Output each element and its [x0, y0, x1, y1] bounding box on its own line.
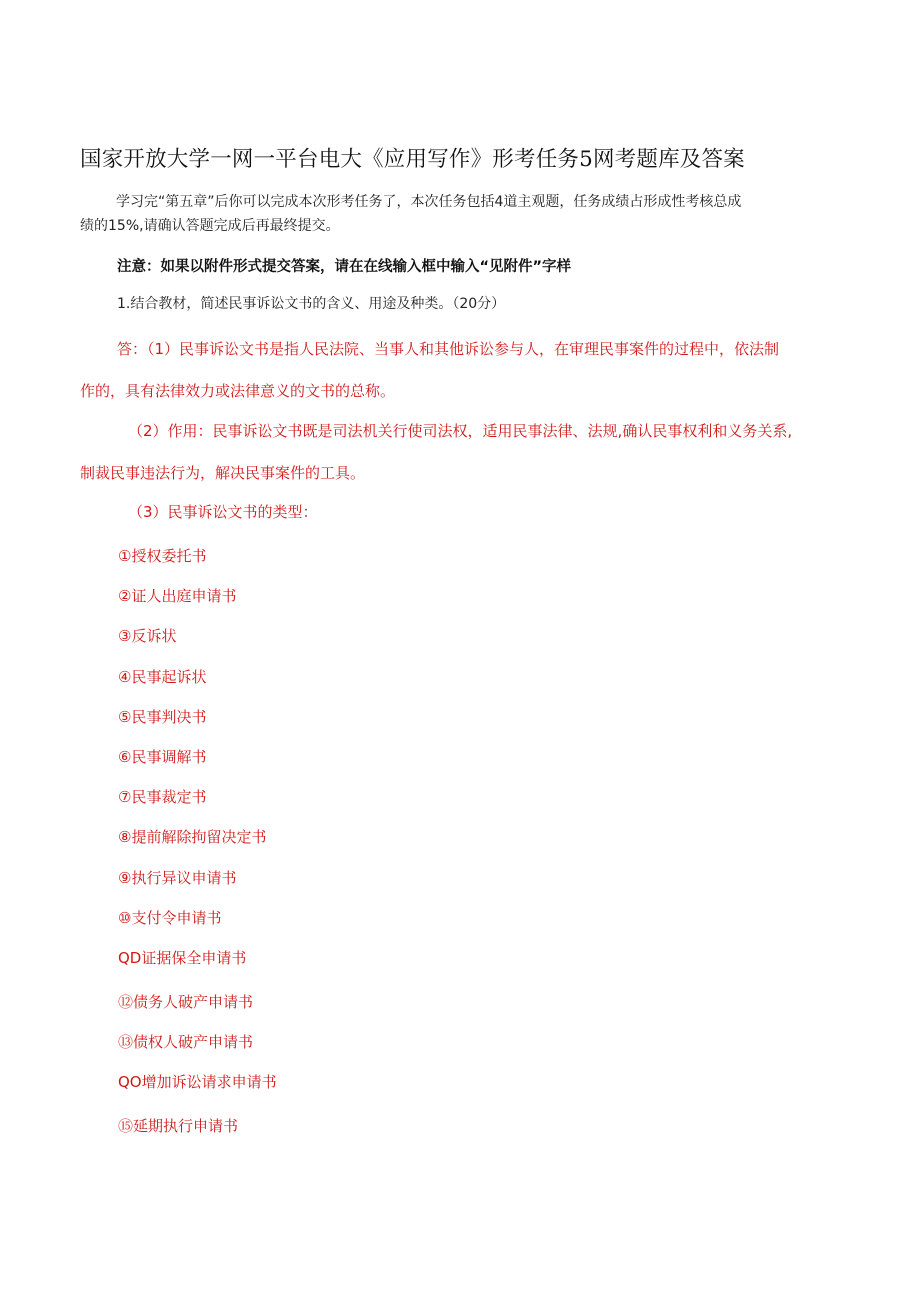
list-item: ⑩支付令申请书 — [118, 908, 222, 927]
document-type-list — [118, 544, 277, 1154]
answer-part-3-heading: （3）民事诉讼文书的类型： — [128, 503, 318, 521]
answer-part-1 — [80, 328, 840, 412]
list-item: ①授权委托书 — [118, 547, 207, 565]
list-item: ⑥民事调解书 — [118, 747, 207, 766]
list-item: ⑬债权人破产申请书 — [118, 1033, 254, 1052]
answer-part-2-line-1: （2）作用：民事诉讼文书既是司法机关行使司法权，适用民事法律、法规,确认民事权利和义务关系, — [128, 422, 793, 440]
intro-line-1: 学习完“第五章”后你可以完成本次形考任务了，本次任务包括4道主观题，任务成绩占形成性考核总成 — [116, 194, 742, 210]
list-item: ⑨执行异议申请书 — [118, 868, 237, 887]
answer-part-2-line-2: 制裁民事违法行为，解决民事案件的工具。 — [80, 464, 366, 482]
list-item: ⑧提前解除拘留决定书 — [118, 828, 267, 847]
intro-line-2: 绩的15%,请确认答题完成后再最终提交。 — [80, 218, 340, 234]
list-item: ④民事起诉状 — [118, 667, 207, 686]
answer-part-2 — [80, 410, 840, 494]
intro-paragraph — [80, 190, 840, 238]
notice-text: 注意：如果以附件形式提交答案，请在在线输入框中输入“见附件”字样 — [117, 259, 572, 275]
list-item: QD证据保全申请书 — [118, 948, 247, 967]
answer-part-1-line-1: 答：（1）民事诉讼文书是指人民法院、当事人和其他诉讼参与人，在审理民事案件的过程中，依法制 — [117, 340, 780, 358]
list-item: ③反诉状 — [118, 627, 177, 646]
question-1: 1.结合教材，简述民事诉讼文书的含义、用途及种类。（20分） — [117, 296, 506, 312]
list-item: ②证人出庭申请书 — [118, 587, 237, 606]
list-item: ⑤民事判决书 — [118, 707, 207, 726]
list-item: ⑫债务人破产申请书 — [118, 992, 254, 1011]
list-item: QO增加诉讼请求申请书 — [118, 1073, 277, 1092]
list-item: ⑦民事裁定书 — [118, 788, 207, 807]
answer-part-1-line-2: 作的，具有法律效力或法律意义的文书的总称。 — [80, 382, 396, 400]
list-item: ⑮延期执行申请书 — [118, 1117, 239, 1136]
page-title: 国家开放大学一网一平台电大《应用写作》形考任务5网考题库及答案 — [80, 147, 745, 172]
